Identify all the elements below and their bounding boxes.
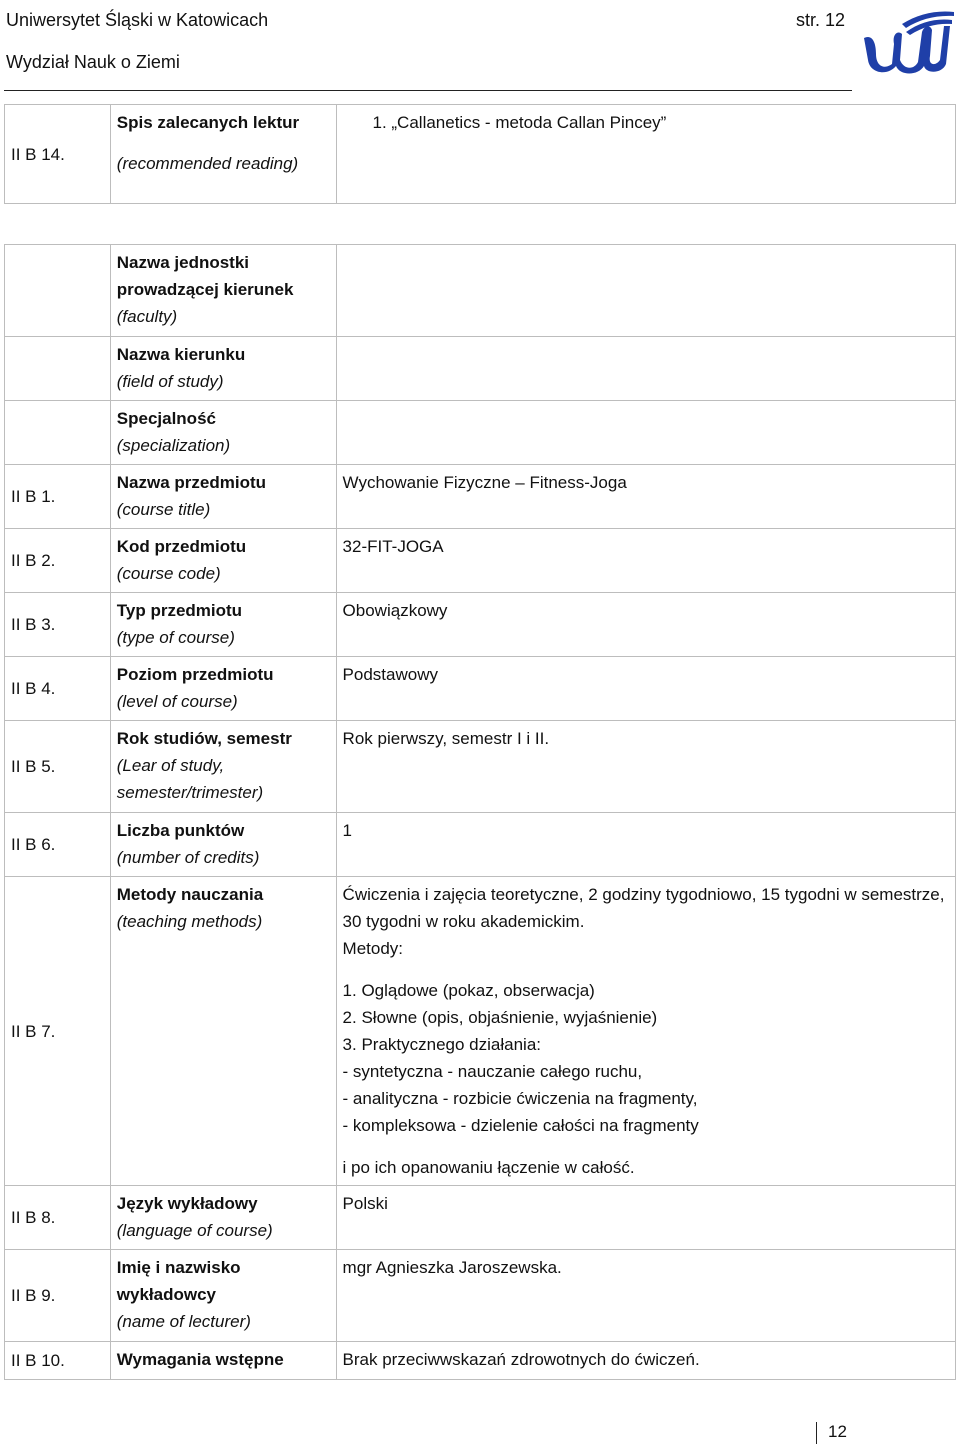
table-row bbox=[5, 593, 956, 657]
label-en: (specialization) bbox=[116, 436, 231, 455]
label-pl: Język wykładowy bbox=[116, 1194, 258, 1213]
row-value: 1 bbox=[336, 813, 955, 877]
row-code: II B 3. bbox=[5, 593, 111, 657]
row-value: Polski bbox=[336, 1186, 955, 1250]
row-code: II B 10. bbox=[5, 1342, 111, 1380]
header-rule bbox=[4, 90, 852, 91]
label-pl: Specjalność bbox=[116, 409, 216, 428]
table-row bbox=[5, 1250, 956, 1342]
row-value: Obowiązkowy bbox=[336, 593, 955, 657]
university-name: Uniwersytet Śląski w Katowicach bbox=[6, 10, 269, 30]
label-en: (Lear of study, semester/trimester) bbox=[116, 756, 264, 802]
page-indicator: str. 12 bbox=[796, 10, 846, 30]
method-item: 2. Słowne (opis, objaśnienie, wyjaśnienie) bbox=[342, 1008, 658, 1027]
row-code: II B 7. bbox=[5, 877, 111, 1186]
table-row bbox=[5, 1186, 956, 1250]
row-value bbox=[336, 337, 955, 401]
methods-heading: Metody: bbox=[342, 939, 404, 958]
reading-table bbox=[4, 104, 956, 204]
table-row bbox=[5, 1342, 956, 1380]
row-code: II B 6. bbox=[5, 813, 111, 877]
label-pl: Rok studiów, semestr bbox=[116, 729, 292, 748]
row-value: Brak przeciwwskazań zdrowotnych do ćwiczeń. bbox=[336, 1342, 955, 1380]
method-item: - kompleksowa - dzielenie całości na fragmenty bbox=[342, 1116, 699, 1135]
table-row bbox=[5, 529, 956, 593]
label-pl: Nazwa jednostki prowadzącej kierunek bbox=[116, 253, 294, 299]
row-code bbox=[5, 337, 111, 401]
row-value: Rok pierwszy, semestr I i II. bbox=[336, 721, 955, 813]
row-value: mgr Agnieszka Jaroszewska. bbox=[336, 1250, 955, 1342]
row-value: Wychowanie Fizyczne – Fitness-Joga bbox=[336, 465, 955, 529]
row-value: Podstawowy bbox=[336, 657, 955, 721]
table-row bbox=[5, 657, 956, 721]
method-item: - analityczna - rozbicie ćwiczenia na fragmenty, bbox=[342, 1089, 698, 1108]
table-row bbox=[5, 721, 956, 813]
methods-intro: Ćwiczenia i zajęcia teoretyczne, 2 godziny tygodniowo, 15 tygodni w semestrze, 30 tygodni w roku akademickim. bbox=[342, 885, 945, 931]
label-pl: Metody nauczania bbox=[116, 885, 264, 904]
label-en: (course title) bbox=[116, 500, 211, 519]
label-en: (language of course) bbox=[116, 1221, 273, 1240]
table-row bbox=[5, 401, 956, 465]
table-row bbox=[5, 465, 956, 529]
label-en: (type of course) bbox=[116, 628, 235, 647]
university-logo-icon bbox=[862, 4, 956, 76]
label-pl: Spis zalecanych lektur bbox=[116, 113, 300, 132]
row-code: II B 9. bbox=[5, 1250, 111, 1342]
method-item: - syntetyczna - nauczanie całego ruchu, bbox=[342, 1062, 643, 1081]
label-en: (teaching methods) bbox=[116, 912, 263, 931]
label-pl: Wymagania wstępne bbox=[110, 1342, 336, 1380]
row-value bbox=[336, 245, 955, 337]
label-pl: Nazwa przedmiotu bbox=[116, 473, 267, 492]
label-en: (faculty) bbox=[116, 307, 178, 326]
row-code: II B 4. bbox=[5, 657, 111, 721]
row-code: II B 8. bbox=[5, 1186, 111, 1250]
footer-page-number: 12 bbox=[828, 1422, 847, 1441]
course-table bbox=[4, 244, 956, 1380]
row-code: II B 5. bbox=[5, 721, 111, 813]
row-value bbox=[336, 401, 955, 465]
table-row bbox=[5, 245, 956, 337]
label-pl: Poziom przedmiotu bbox=[116, 665, 274, 684]
table-row bbox=[5, 877, 956, 1186]
table-row bbox=[5, 337, 956, 401]
row-code: II B 2. bbox=[5, 529, 111, 593]
method-item: 3. Praktycznego działania: bbox=[342, 1035, 541, 1054]
label-pl: Imię i nazwisko wykładowcy bbox=[116, 1258, 241, 1304]
label-pl: Kod przedmiotu bbox=[116, 537, 247, 556]
row-value bbox=[336, 105, 956, 204]
row-code bbox=[5, 245, 111, 337]
methods-value bbox=[336, 877, 955, 1186]
row-value: 32-FIT-JOGA bbox=[336, 529, 955, 593]
table-row bbox=[5, 813, 956, 877]
row-label bbox=[110, 105, 336, 204]
label-pl: Typ przedmiotu bbox=[116, 601, 243, 620]
label-en: (number of credits) bbox=[116, 848, 260, 867]
row-code: II B 1. bbox=[5, 465, 111, 529]
label-en: (recommended reading) bbox=[116, 154, 299, 173]
label-en: (name of lecturer) bbox=[116, 1312, 251, 1331]
methods-closing: i po ich opanowaniu łączenie w całość. bbox=[342, 1158, 635, 1177]
table-row bbox=[5, 105, 956, 204]
row-code: II B 14. bbox=[5, 105, 111, 204]
method-item: 1. Oglądowe (pokaz, obserwacja) bbox=[342, 981, 595, 1000]
label-pl: Liczba punktów bbox=[116, 821, 245, 840]
page-header bbox=[0, 0, 960, 96]
label-en: (level of course) bbox=[116, 692, 238, 711]
row-code bbox=[5, 401, 111, 465]
label-pl: Nazwa kierunku bbox=[116, 345, 246, 364]
label-en: (course code) bbox=[116, 564, 221, 583]
label-en: (field of study) bbox=[116, 372, 224, 391]
footer-divider bbox=[816, 1422, 817, 1444]
reading-item: 1. „Callanetics - metoda Callan Pincey” bbox=[372, 113, 667, 132]
faculty-name: Wydział Nauk o Ziemi bbox=[6, 52, 180, 72]
